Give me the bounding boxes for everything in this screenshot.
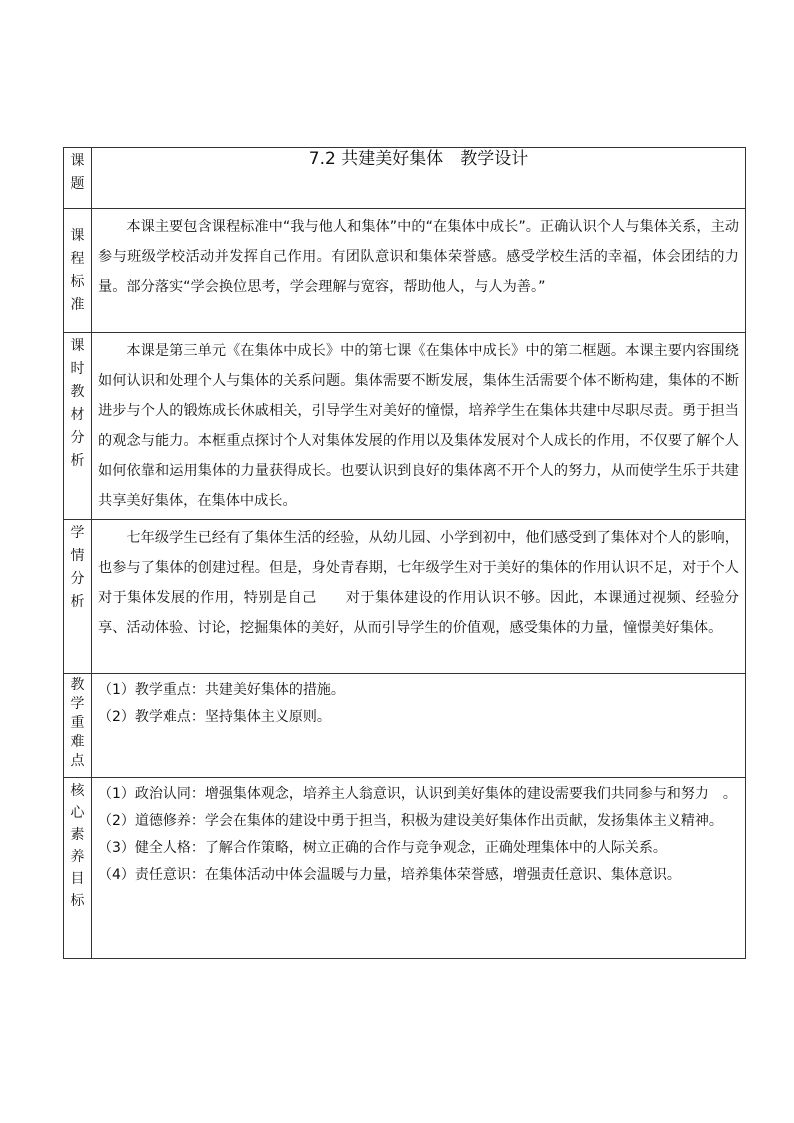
list-item: （4）责任意识：在集体活动中体会温暖与力量，培养集体荣誉感，增强责任意识、集体意识。 [98, 867, 681, 883]
row-label-core-competency: 核心素养目标 [70, 783, 85, 909]
row-label-material-analysis: 课时教材分析 [70, 338, 85, 469]
row-student-analysis [64, 520, 746, 674]
row-label-topic: 课题 [70, 153, 85, 192]
row-core-competency [64, 778, 746, 959]
list-item: （2）教学难点：坚持集体主义原则。 [98, 709, 331, 725]
student-analysis-text: 七年级学生已经有了集体生活的经验，从幼儿园、小学到初中，他们感受到了集体对个人的影响，也参与了集体的创建过程。但是，身处青春期，七年级学生对于美好的集体的作用认识不足，对于个人对于集体发展的作用，特别是自己 对于集体建设的作用认识不够。因此，本课通过视频、经验分享、活动体验、讨论，挖掘集体的美好，从而引导学生的价值观，感受集体的力量，憧憬美好集体。 [98, 530, 739, 636]
row-material-analysis [64, 333, 746, 520]
row-topic [64, 148, 746, 209]
lesson-plan-table [63, 147, 746, 959]
material-analysis-text: 本课是第三单元《在集体中成长》中的第七课《在集体中成长》中的第二框题。本课主要内容围绕如何认识和处理个人与集体的关系问题。集体需要不断发展，集体生活需要个体不断构建，集体的不断进步与个人的锻炼成长休戚相关，引导学生对美好的憧憬，培养学生在集体共建中尽职尽责。勇于担当的观念与能力。本框重点探讨个人对集体发展的作用以及集体发展对个人成长的作用，不仅要了解个人如何依靠和运用集体的力量获得成长。也要认识到良好的集体离不开个人的努力，从而使学生乐于共建共享美好集体，在集体中成长。 [98, 343, 739, 509]
list-item: （3）健全人格：了解合作策略，树立正确的合作与竞争观念，正确处理集体中的人际关系。 [98, 840, 667, 856]
row-curriculum-standard [64, 209, 746, 333]
list-item: （2）道德修养：学会在集体的建设中勇于担当，积极为建设美好集体作出贡献，发扬集体主义精神。 [98, 813, 723, 829]
list-item: （1）政治认同：增强集体观念，培养主人翁意识，认识到美好集体的建设需要我们共同参与和努力 。 [98, 786, 737, 802]
curriculum-standard-text: 本课主要包含课程标准中“我与他人和集体”中的“在集体中成长”。正确认识个人与集体关系，主动参与班级学校活动并发挥自己作用。有团队意识和集体荣誉感。感受学校生活的幸福，体会团结的力量。部分落实“学会换位思考，学会理解与宽容，帮助他人，与人为善。” [98, 219, 739, 295]
row-key-points [64, 674, 746, 778]
row-label-curriculum-standard: 课程标准 [70, 228, 85, 313]
row-label-student-analysis: 学情分析 [70, 525, 85, 610]
list-item: （1）教学重点：共建美好集体的措施。 [98, 682, 345, 698]
row-label-key-points: 教学重难点 [70, 677, 85, 769]
lesson-title: 7.2 共建美好集体 教学设计 [308, 149, 529, 169]
